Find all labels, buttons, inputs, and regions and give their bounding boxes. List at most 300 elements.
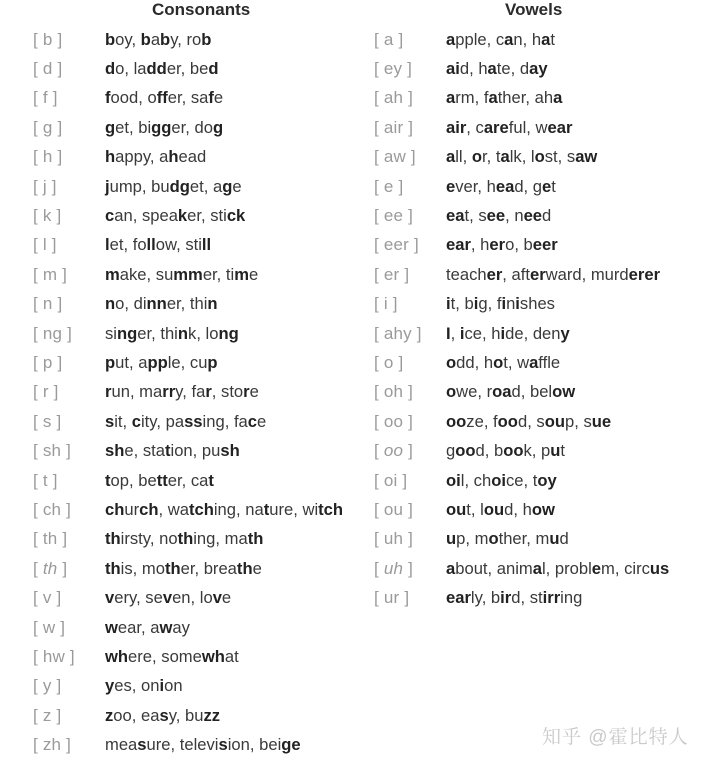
highlighted-sound: oo <box>455 441 476 461</box>
word-part: si <box>105 323 117 343</box>
highlighted-sound: l <box>105 235 110 255</box>
phonetic-symbol-text: eer <box>383 235 410 255</box>
word-part: g <box>532 176 543 196</box>
example-word <box>105 147 150 166</box>
example-word <box>134 294 181 313</box>
highlighted-sound: i <box>501 294 507 314</box>
phonetic-symbol-text: j <box>42 176 47 196</box>
phonetic-symbol: [ o ] <box>374 352 404 372</box>
highlighted-sound: oa <box>492 382 512 402</box>
phonetic-symbol-text: z <box>42 705 52 725</box>
example-words: boy, baby, rob <box>105 29 212 49</box>
example-word <box>491 324 523 343</box>
highlighted-sound: tch <box>318 499 344 519</box>
example-word <box>491 588 521 607</box>
word-part: ump <box>109 176 142 196</box>
highlighted-sound: th <box>177 529 194 549</box>
highlighted-sound: n <box>105 294 116 314</box>
highlighted-sound: j <box>105 176 110 196</box>
word-part: ion <box>227 735 250 755</box>
example-word <box>159 529 215 548</box>
highlighted-sound: o <box>471 147 482 167</box>
word-part: ma <box>224 529 248 549</box>
phonetic-symbol: [ l ] <box>33 235 57 255</box>
highlighted-sound: e <box>446 176 456 196</box>
word-part: r <box>481 147 487 167</box>
consonant-row <box>33 84 373 113</box>
example-word <box>460 324 482 343</box>
word-part: e <box>249 382 259 402</box>
word-part: l <box>480 499 484 519</box>
consonant-row <box>33 672 373 701</box>
highlighted-sound: b <box>160 29 171 49</box>
highlighted-sound: ou <box>544 411 565 431</box>
highlighted-sound: ck <box>226 206 246 226</box>
word-part: is <box>120 558 133 578</box>
highlighted-sound: t <box>105 470 111 490</box>
example-word <box>446 265 502 284</box>
example-word <box>134 59 181 78</box>
vowel-row <box>374 143 714 172</box>
example-word <box>446 59 469 78</box>
phonetic-symbol: [ eer ] <box>374 235 419 255</box>
highlighted-sound: n <box>207 294 218 314</box>
word-part: t <box>464 206 470 226</box>
word-part: er <box>202 264 217 284</box>
example-word <box>446 88 475 107</box>
word-part: fo <box>132 235 147 255</box>
highlighted-sound: i <box>515 294 520 314</box>
highlighted-sound: e <box>591 558 602 578</box>
example-word <box>446 118 466 137</box>
phonetic-symbol: [ uh ] <box>374 558 414 578</box>
example-word <box>496 30 523 49</box>
example-words: air, careful, wear <box>446 117 573 137</box>
word-part: brea <box>203 558 237 578</box>
vowels-list <box>374 25 714 613</box>
highlighted-sound: mm <box>173 264 203 284</box>
highlighted-sound: g <box>105 117 116 137</box>
example-words: happy, ahead <box>105 147 207 167</box>
word-part: fa <box>233 411 248 431</box>
example-word <box>141 30 178 49</box>
example-word <box>536 118 573 137</box>
example-word <box>105 294 124 313</box>
phonetic-symbol: [ er ] <box>374 264 410 284</box>
word-part: be <box>189 59 209 79</box>
word-part: appy <box>115 147 150 167</box>
highlighted-sound: n <box>177 323 189 343</box>
example-words: measure, television, beige <box>105 735 301 755</box>
phonetic-symbol-text: uh <box>383 558 404 578</box>
highlighted-sound: t <box>164 441 171 461</box>
example-word <box>190 353 218 372</box>
highlighted-sound: i <box>500 323 506 343</box>
word-part: c <box>475 117 484 137</box>
highlighted-sound: a <box>553 88 563 108</box>
phonetic-symbol: [ zh ] <box>33 735 72 755</box>
word-part: bu <box>185 705 204 725</box>
highlighted-sound: i <box>446 294 451 314</box>
word-part: d <box>517 411 528 431</box>
word-part: mo <box>141 558 165 578</box>
word-part: n <box>513 29 523 49</box>
phonetic-symbol-text: g <box>42 117 53 137</box>
word-part: ere <box>128 646 153 666</box>
word-part: p <box>541 441 551 461</box>
phonetic-symbol-text: h <box>42 147 53 167</box>
word-part: ver <box>455 176 478 196</box>
word-part: k <box>523 441 532 461</box>
phonetic-symbol: [ th ] <box>33 529 68 549</box>
word-part: dd <box>456 352 475 372</box>
example-word <box>567 147 597 166</box>
word-part: wa <box>167 499 189 519</box>
word-part: et <box>115 117 129 137</box>
word-part: t <box>503 352 508 372</box>
example-words: early, bird, stirring <box>446 588 583 608</box>
example-word <box>530 382 575 401</box>
highlighted-sound: ee <box>486 206 506 226</box>
highlighted-sound: p <box>105 352 116 372</box>
word-part: anim <box>496 558 533 578</box>
highlighted-sound: ng <box>218 323 239 343</box>
highlighted-sound: th <box>105 558 121 578</box>
example-words: top, better, cat <box>105 470 214 490</box>
example-words: good, book, put <box>446 441 566 461</box>
highlighted-sound: p <box>207 352 218 372</box>
consonant-row <box>33 730 373 759</box>
highlighted-sound: ch <box>105 499 125 519</box>
example-word <box>234 412 266 431</box>
consonant-row <box>33 436 373 465</box>
word-part: se <box>145 588 163 608</box>
phonetic-symbol: [ uh ] <box>374 529 414 549</box>
word-part: televi <box>179 735 219 755</box>
phonetic-symbol-text: ou <box>383 499 404 519</box>
example-word <box>105 59 124 78</box>
example-word <box>531 147 558 166</box>
highlighted-sound: o <box>534 147 545 167</box>
word-part: ead <box>178 147 207 167</box>
word-part: p <box>456 529 466 549</box>
example-word <box>524 235 558 254</box>
phonetic-symbol: [ v ] <box>33 588 62 608</box>
word-part: t <box>551 176 556 196</box>
example-word <box>180 735 250 754</box>
phonetic-symbol: [ m ] <box>33 264 68 284</box>
word-part: l <box>541 558 546 578</box>
example-word <box>168 500 236 519</box>
example-word <box>105 647 152 666</box>
phonetic-symbol: [ oh ] <box>374 382 414 402</box>
highlighted-sound: ear <box>446 235 471 255</box>
word-part: et <box>109 235 124 255</box>
vowels-header: Vowels <box>505 0 563 19</box>
word-part: rm <box>455 88 475 108</box>
consonant-row <box>33 54 373 83</box>
phonetic-symbol-text: d <box>42 59 53 79</box>
highlighted-sound: oo <box>497 411 518 431</box>
phonetic-symbol-text: y <box>42 676 52 696</box>
word-part: h <box>522 499 532 519</box>
word-part: o <box>505 235 515 255</box>
example-word <box>533 324 570 343</box>
phonetic-symbol-text: oo <box>383 441 404 461</box>
example-word <box>202 441 240 460</box>
example-word <box>517 353 560 372</box>
highlighted-sound: eer <box>532 235 558 255</box>
vowel-row <box>374 84 714 113</box>
highlighted-sound: f <box>208 88 214 108</box>
example-word <box>105 500 159 519</box>
example-word <box>161 647 238 666</box>
consonants-header: Consonants <box>152 0 251 19</box>
example-word <box>541 441 565 460</box>
word-part: m <box>601 558 615 578</box>
example-word <box>520 59 548 78</box>
example-word <box>536 529 569 548</box>
word-part: l <box>530 147 535 167</box>
example-word <box>533 177 556 196</box>
phonetic-symbol-text: i <box>383 294 388 314</box>
phonetic-symbol-text: f <box>42 88 48 108</box>
example-word <box>464 294 487 313</box>
highlighted-sound: a <box>488 88 498 108</box>
example-word <box>484 353 508 372</box>
highlighted-sound: c <box>247 411 258 431</box>
example-word <box>105 88 138 107</box>
word-part: sa <box>190 88 209 108</box>
highlighted-sound: d <box>208 59 219 79</box>
example-words: no, dinner, thin <box>105 294 218 314</box>
phonetic-symbol: [ hw ] <box>33 646 75 666</box>
example-word <box>532 30 555 49</box>
example-word <box>446 441 485 460</box>
word-part: s <box>566 147 576 167</box>
highlighted-sound: w <box>159 617 173 637</box>
highlighted-sound: er <box>486 264 503 284</box>
example-word <box>147 88 181 107</box>
word-part: ffle <box>538 352 561 372</box>
vowel-row <box>374 290 714 319</box>
example-word <box>105 324 151 343</box>
phonetic-symbol-text: ch <box>42 499 62 519</box>
highlighted-sound: er <box>529 264 546 284</box>
highlighted-sound: ou <box>483 499 505 519</box>
example-word <box>191 471 214 490</box>
phonetic-symbol-text: er <box>383 264 400 284</box>
highlighted-sound: i <box>473 294 479 314</box>
highlighted-sound: t <box>208 470 214 490</box>
example-word <box>478 206 505 225</box>
word-part: ro <box>186 29 202 49</box>
example-words: teacher, afterward, murderer <box>446 264 661 284</box>
phonetic-symbol-text: e <box>383 176 394 196</box>
phonetic-symbol-text: t <box>42 470 48 490</box>
highlighted-sound: ll <box>201 235 212 255</box>
word-part: d <box>542 206 552 226</box>
example-words: where, somewhat <box>105 646 239 666</box>
vowel-row <box>374 436 714 465</box>
phonetic-symbol: [ z ] <box>33 705 62 725</box>
phonetic-symbol: [ ng ] <box>33 323 73 343</box>
example-word <box>446 206 469 225</box>
phonetic-symbol-text: l <box>42 235 47 255</box>
example-word <box>487 382 521 401</box>
word-part: t <box>466 499 471 519</box>
example-word <box>105 177 142 196</box>
word-part: thi <box>160 323 178 343</box>
word-part: es <box>114 676 132 696</box>
word-part: at <box>224 646 239 666</box>
word-part: ion <box>170 441 193 461</box>
word-part: y <box>175 382 183 402</box>
phonetic-symbol: [ s ] <box>33 411 62 431</box>
word-part: ah <box>534 88 554 108</box>
highlighted-sound: ff <box>156 88 168 108</box>
highlighted-sound: o <box>446 352 457 372</box>
word-part: sti <box>210 206 227 226</box>
word-part: t <box>495 147 501 167</box>
phonetic-symbol: [ i ] <box>374 294 398 314</box>
phonetic-symbol-text: v <box>42 588 52 608</box>
word-part: ward <box>545 264 582 284</box>
vowel-row <box>374 260 714 289</box>
word-part: ake <box>119 264 147 284</box>
example-word <box>160 324 196 343</box>
example-word <box>138 118 185 137</box>
phonetic-symbol: [ d ] <box>33 59 63 79</box>
example-word <box>105 235 123 254</box>
example-words: owe, road, below <box>446 382 576 402</box>
phonetic-symbol: [ p ] <box>33 352 63 372</box>
vowel-row <box>374 554 714 583</box>
word-part: oo <box>113 705 132 725</box>
example-word <box>142 559 195 578</box>
word-part: mea <box>105 735 138 755</box>
highlighted-sound: r <box>243 382 250 402</box>
example-word <box>105 206 133 225</box>
example-word <box>446 588 482 607</box>
word-part: st <box>544 147 558 167</box>
word-part: la <box>133 59 147 79</box>
highlighted-sound: a <box>446 88 456 108</box>
highlighted-sound: u <box>550 441 561 461</box>
highlighted-sound: o <box>446 382 457 402</box>
word-part: s <box>583 411 592 431</box>
word-part: s <box>478 206 487 226</box>
highlighted-sound: ow <box>531 499 555 519</box>
example-words: singer, think, long <box>105 323 239 343</box>
example-word <box>206 324 239 343</box>
word-part: ing <box>193 529 216 549</box>
word-part: ful <box>508 117 527 137</box>
highlighted-sound: aw <box>575 147 598 167</box>
word-part: c <box>495 29 505 49</box>
highlighted-sound: ai <box>446 59 460 79</box>
example-word <box>105 706 132 725</box>
vowel-row <box>374 378 714 407</box>
example-word <box>143 441 193 460</box>
highlighted-sound: zz <box>203 705 221 725</box>
highlighted-sound: are <box>483 117 509 137</box>
phonetic-symbol-text: m <box>42 264 58 284</box>
vowel-row <box>374 495 714 524</box>
word-part: l <box>460 470 465 490</box>
word-part: er <box>167 88 182 108</box>
word-part: ery <box>114 588 137 608</box>
word-part: t <box>450 294 456 314</box>
highlighted-sound: ay <box>529 59 548 79</box>
example-word <box>446 177 477 196</box>
phonetic-symbol-text: w <box>42 617 56 637</box>
example-word <box>478 59 510 78</box>
word-part: er <box>137 323 152 343</box>
phonetic-symbol-text: th <box>42 558 58 578</box>
word-part: ther <box>497 88 526 108</box>
example-word <box>446 353 475 372</box>
example-word <box>221 382 259 401</box>
highlighted-sound: s <box>159 705 169 725</box>
word-part: er <box>180 558 195 578</box>
phonetic-symbol-text: o <box>383 352 394 372</box>
consonant-row <box>33 348 373 377</box>
word-part: cu <box>189 352 208 372</box>
highlighted-sound: ear <box>446 588 471 608</box>
word-part: t <box>550 29 555 49</box>
consonant-row <box>33 554 373 583</box>
highlighted-sound: rr <box>162 382 176 402</box>
word-part: ay <box>172 617 190 637</box>
example-word <box>446 294 455 313</box>
word-part: t <box>560 441 566 461</box>
phonetic-symbol: [ g ] <box>33 117 63 137</box>
example-word <box>484 88 526 107</box>
word-part: do <box>194 117 213 137</box>
highlighted-sound: oo <box>446 411 467 431</box>
phonetic-symbol-text: ng <box>42 323 63 343</box>
highlighted-sound: th <box>105 529 121 549</box>
example-word <box>446 559 488 578</box>
example-words: oil, choice, toy <box>446 470 557 490</box>
highlighted-sound: v <box>162 588 173 608</box>
highlighted-sound: sh <box>105 441 125 461</box>
phonetic-symbol: [ ee ] <box>374 206 414 226</box>
phonetic-symbol: [ ch ] <box>33 499 72 519</box>
word-part: s <box>536 411 545 431</box>
highlighted-sound: a <box>529 352 539 372</box>
word-part: on <box>164 676 183 696</box>
example-word <box>166 412 225 431</box>
highlighted-sound: oo <box>503 441 524 461</box>
example-word <box>446 500 471 519</box>
highlighted-sound: g <box>212 117 224 137</box>
highlighted-sound: a <box>504 29 514 49</box>
word-part: sti <box>185 235 202 255</box>
word-part: ur <box>124 499 140 519</box>
example-words: jump, budget, age <box>105 176 242 196</box>
phonetic-symbol: [ ou ] <box>374 499 414 519</box>
example-word <box>555 559 615 578</box>
example-words: sit, city, passing, face <box>105 411 267 431</box>
example-words: apple, can, hat <box>446 29 555 49</box>
consonant-row <box>33 290 373 319</box>
word-part: ze <box>466 411 484 431</box>
example-word <box>150 618 190 637</box>
phonetic-symbol: [ r ] <box>33 382 59 402</box>
phonetic-symbol: [ oi ] <box>374 470 408 490</box>
